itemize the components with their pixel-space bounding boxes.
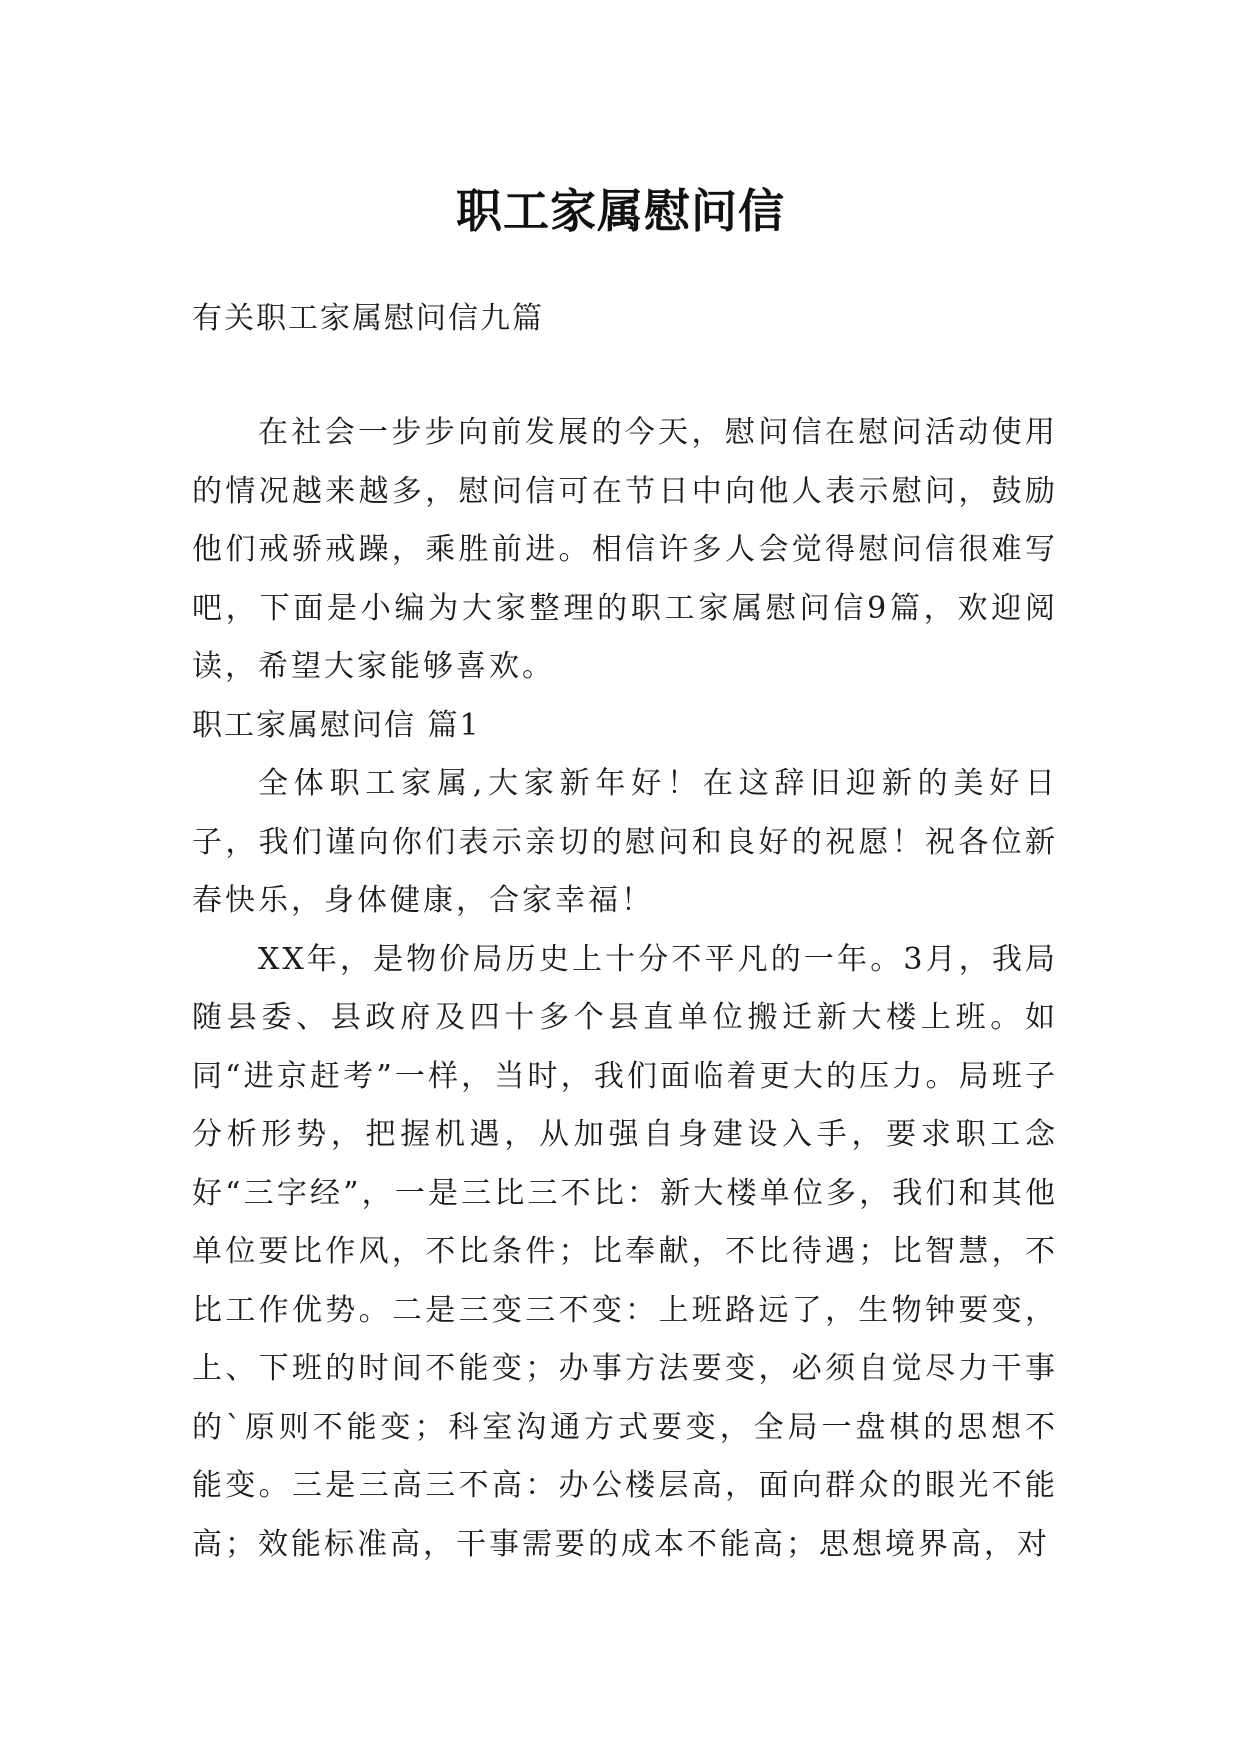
document-body (192, 290, 1058, 1574)
letter-paragraph-greeting: 全体职工家属,大家新年好！在这辞旧迎新的美好日子，我们谨向你们表示亲切的慰问和良好的祝愿！祝各位新春快乐，身体健康，合家幸福！ (192, 766, 1058, 918)
document-title: 职工家属慰问信 (456, 183, 785, 238)
letter-paragraph-review: XX年，是物价局历史上十分不平凡的一年。3月，我局随县委、县政府及四十多个县直单位搬迁新大楼上班。如同“进京赶考”一样，当时，我们面临着更大的压力。局班子分析形势，把握机遇，从加强自身建设入手，要求职工念好“三字经”，一是三比三不比：新大楼单位多，我们和其他单位要比作风，不比条件；比奉献，不比待遇；比智慧，不比工作优势。二是三变三不变：上班路远了，生物钟要变，上、下班的时间不能变；办事方法要变，必须自觉尽力干事的`原则不能变；科室沟通方式要变，全局一盘棋的思想不能变。三是三高三不高：办公楼层高，面向群众的眼光不能高；效能标准高，干事需要的成本不能高；思想境界高，对 (192, 941, 1058, 1562)
section-heading: 职工家属慰问信 篇1 (192, 707, 481, 743)
document-subtitle: 有关职工家属慰问信九篇 (192, 301, 544, 336)
intro-paragraph: 在社会一步步向前发展的今天，慰问信在慰问活动使用的情况越来越多，慰问信可在节日中向他人表示慰问，鼓励他们戒骄戒躁，乘胜前进。相信许多人会觉得慰问信很难写吧，下面是小编为大家整理的职工家属慰问信9篇，欢迎阅读，希望大家能够喜欢。 (192, 415, 1058, 684)
